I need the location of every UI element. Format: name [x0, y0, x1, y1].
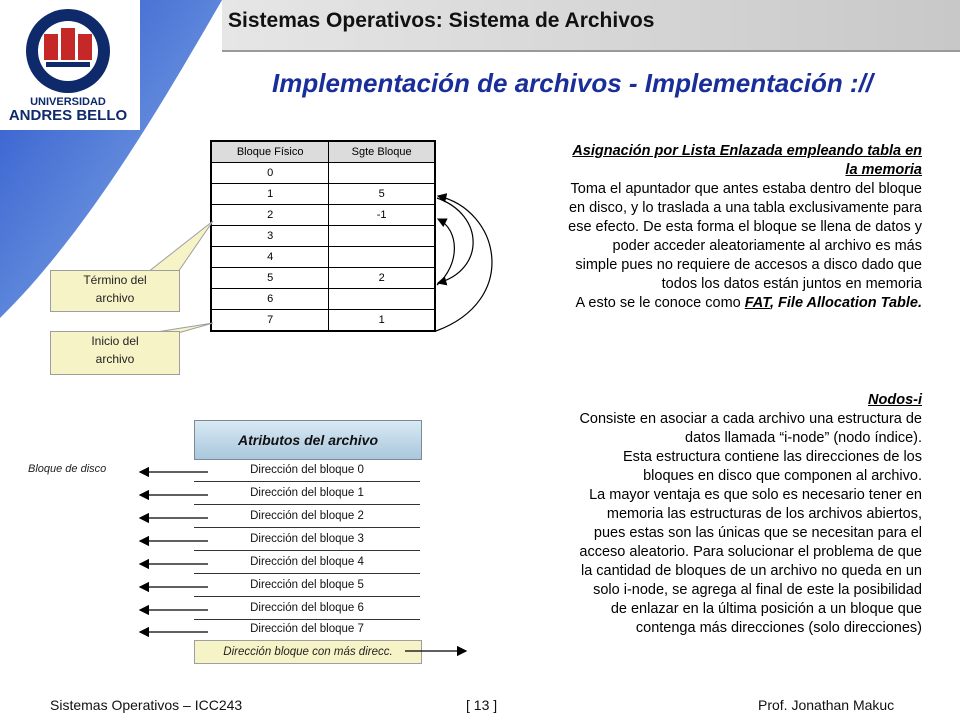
text-line: poder acceder aleatoriamente al archivo es más [612, 238, 922, 254]
text-fragment: A esto se le conoce como [575, 295, 745, 311]
address-row: Dirección del bloque 6 [194, 597, 420, 620]
table-cell: 1 [211, 184, 329, 205]
table-cell: 6 [211, 289, 329, 310]
callout-line: archivo [95, 352, 135, 366]
text-line: memoria las estructuras de los archivos abiertos, [606, 506, 922, 522]
table-cell: 2 [329, 268, 435, 289]
text-line: Consiste en asociar a cada archivo una estructura de [579, 411, 922, 427]
callout-line: archivo [95, 291, 135, 305]
address-row: Dirección del bloque 2 [194, 505, 420, 528]
text-line: solo i-node, se agrega al final de este la posibilidad [593, 582, 922, 598]
text-line: Esta estructura contiene las direcciones de los [622, 449, 922, 465]
address-row: Dirección del bloque 3 [194, 528, 420, 551]
slide-title: Implementación de archivos - Implementación :// [272, 68, 874, 98]
col-bloque-fisico: Bloque Físico [211, 141, 329, 163]
col-sgte-bloque: Sgte Bloque [329, 141, 435, 163]
text-line: simple pues no requiere de accesos a disco dado que [575, 257, 922, 273]
footer-page-number: [ 13 ] [466, 697, 498, 713]
fat-expansion: , File Allocation Table. [769, 295, 922, 311]
address-row: Dirección del bloque 4 [194, 551, 420, 574]
fat-term: FAT [744, 295, 770, 311]
table-cell: 5 [211, 268, 329, 289]
fat-heading: Asignación por Lista Enlazada empleando tabla en [572, 143, 922, 159]
table-cell: 1 [329, 310, 435, 332]
table-cell: 2 [211, 205, 329, 226]
text-line: en disco, y lo traslada a una tabla exclusivamente para [568, 200, 922, 216]
indirect-address-row: Dirección bloque con más direcc. [194, 640, 422, 664]
table-cell: 7 [211, 310, 329, 332]
callout-line: Término del [83, 273, 147, 287]
course-title: Sistemas Operativos: Sistema de Archivos [228, 9, 655, 32]
address-row: Dirección del bloque 0 [194, 459, 420, 482]
text-line: de enlazar en la última posición a un bloque que [610, 601, 922, 617]
address-row: Dirección del bloque 7 [194, 618, 420, 641]
text-line: La mayor ventaja es que solo es necesario tener en [589, 487, 922, 503]
footer-professor: Prof. Jonathan Makuc [758, 697, 895, 713]
fat-heading: la memoria [845, 162, 922, 178]
footer-course: Sistemas Operativos – ICC243 [50, 697, 243, 713]
inode-attributes-header: Atributos del archivo [194, 420, 422, 460]
text-line: Toma el apuntador que antes estaba dentro del bloque [570, 181, 922, 197]
table-cell: 3 [211, 226, 329, 247]
text-line: datos llamada “i-node” (nodo índice). [685, 430, 922, 446]
text-line: todos los datos están juntos en memoria [661, 276, 922, 292]
table-cell: 5 [329, 184, 435, 205]
disk-block-label: Bloque de disco [28, 463, 107, 475]
inode-heading: Nodos-i [868, 392, 922, 408]
text-line: pues estas son las únicas que se necesitan para el [593, 525, 922, 541]
table-cell: -1 [329, 205, 435, 226]
text-line: acceso aleatorio. Para solucionar el problema de que [579, 544, 922, 560]
logo-name-text: ANDRES BELLO [8, 107, 128, 124]
text-line: la cantidad de bloques de un archivo no queda en un [580, 563, 922, 579]
text-line: bloques en disco que componen al archivo. [643, 468, 922, 484]
callout-line: Inicio del [91, 334, 139, 348]
address-row: Dirección del bloque 5 [194, 574, 420, 597]
table-cell: 0 [211, 163, 329, 184]
text-line: ese efecto. De esta forma el bloque se llena de datos y [568, 219, 922, 235]
text-line: contenga más direcciones (solo direcciones) [635, 620, 922, 636]
logo-university-text: UNIVERSIDAD [30, 96, 106, 108]
address-row: Dirección del bloque 1 [194, 482, 420, 505]
table-cell: 4 [211, 247, 329, 268]
